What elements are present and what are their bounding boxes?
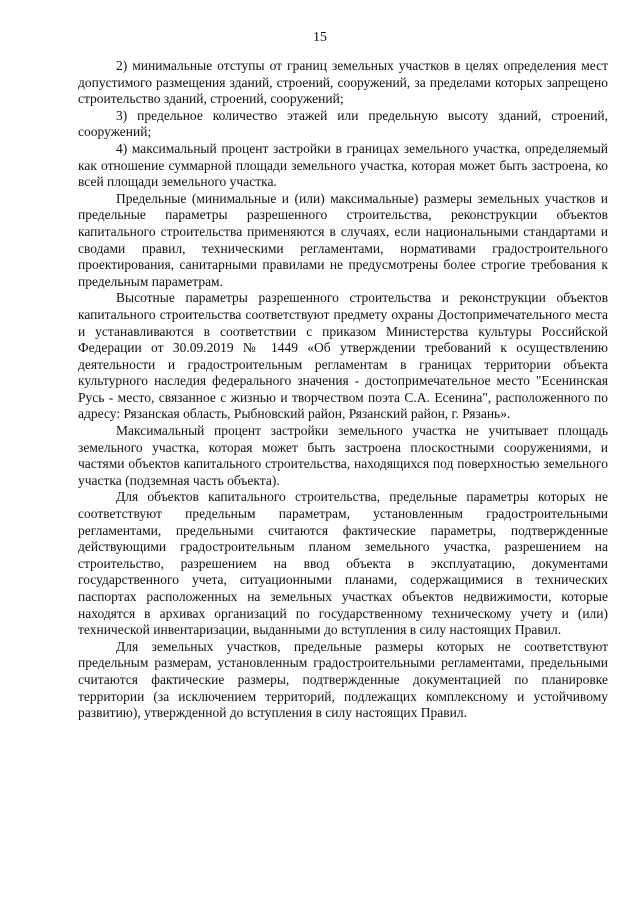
paragraph-limit-sizes: Предельные (минимальные и (или) максимальные) размеры земельных участков и предельные параметры разрешенного строительства, реконструкции объектов капитального строительства применяются в случаях, если национальными стандартами и сводами правил, техническими регламентами, нормативами градостроительного проектирования, санитарными правилами не предусмотрены более строгие требования к предельным параметрам. xyxy=(78,190,608,289)
paragraph-max-floors: 3) предельное количество этажей или предельную высоту зданий, строений, сооружений; xyxy=(78,107,608,140)
paragraph-existing-objects: Для объектов капитального строительства, предельные параметры которых не соответствуют предельным параметрам, установленным градостроительными регламентами, предельными считаются фактические параметры, подтвержденные действующими градостроительным планом земельного участка, разрешением на строительство, разрешением на ввод объекта в эксплуатацию, документами государственного учета, ситуационными планами, содержащимися в технических паспортах расположенных на земельных участках объектов недвижимости, которые находятся в архивах организаций по государственному техническому учету и (или) технической инвентаризации, выданными до вступления в силу настоящих Правил. xyxy=(78,489,608,638)
page-body xyxy=(78,58,608,722)
page-number: 15 xyxy=(313,30,327,45)
paragraph-height-params: Высотные параметры разрешенного строительства и реконструкции объектов капитального строительства соответствуют предмету охраны Достопримечательного места и устанавливаются в соответствии с приказом Министерства культуры Российской Федерации от 30.09.2019 № 1449 «Об утверждении требований к осуществлению деятельности и градостроительным регламентам в границах территории объекта культурного наследия федерального значения - достопримечательное место "Есенинская Русь - место, связанное с жизнью и творчеством поэта С.А. Есенина", расположенного по адресу: Рязанская область, Рыбновский район, Рязанский район, г. Рязань». xyxy=(78,290,608,422)
paragraph-max-coverage: 4) максимальный процент застройки в границах земельного участка, определяемый как отношение суммарной площади земельного участка, которая может быть застроена, ко всей площади земельного участка. xyxy=(78,140,608,190)
paragraph-coverage-exclusions: Максимальный процент застройки земельного участка не учитывает площадь земельного участка, которая может быть застроена плоскостными сооружениями, и частями объектов капитального строительства, находящихся под поверхностью земельного участка (подземная часть объекта). xyxy=(78,423,608,488)
paragraph-existing-plots: Для земельных участков, предельные размеры которых не соответствуют предельным размерам, установленным градостроительными регламентами, предельными считаются фактические размеры, подтвержденные документацией по планировке территории (за исключением территорий, подлежащих комплексному и устойчивому развитию), утвержденной до вступления в силу настоящих Правил. xyxy=(78,638,608,721)
paragraph-min-setbacks: 2) минимальные отступы от границ земельных участков в целях определения мест допустимого размещения зданий, строений, сооружений, за пределами которых запрещено строительство зданий, строений, сооружений; xyxy=(78,58,608,107)
